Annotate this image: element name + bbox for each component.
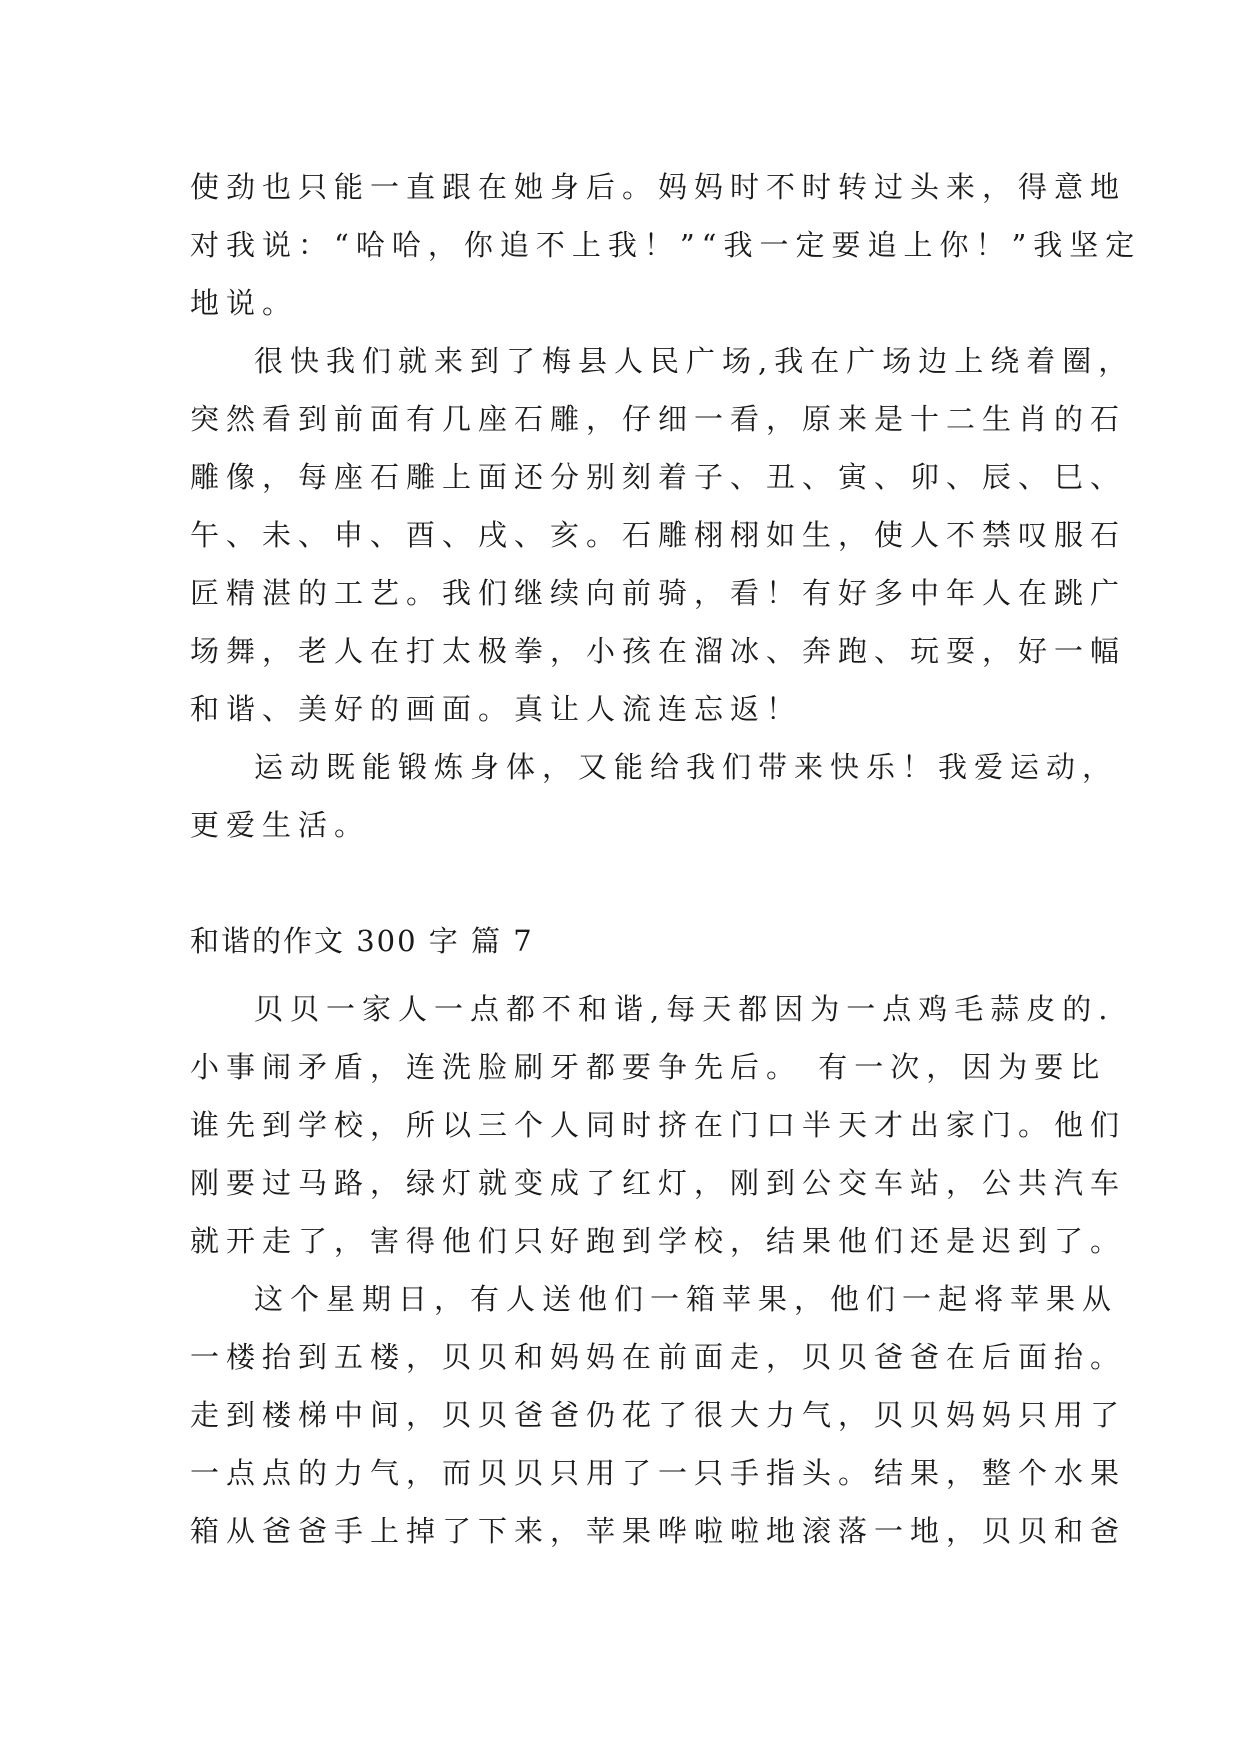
text-line: 刚要过马路，绿灯就变成了红灯，刚到公交车站，公共汽车 <box>190 1166 1127 1200</box>
text-line: 一点点的力气，而贝贝只用了一只手指头。结果，整个水果 <box>190 1456 1127 1490</box>
text-line: 这个星期日，有人送他们一箱苹果，他们一起将苹果从 <box>254 1282 1119 1316</box>
text-line: 和谐、美好的画面。真让人流连忘返！ <box>190 692 803 726</box>
text-line: 更爱生活。 <box>190 808 371 842</box>
text-line: 谁先到学校，所以三个人同时挤在门口半天才出家门。他们 <box>190 1108 1127 1142</box>
text-line: 箱从爸爸手上掉了下来，苹果哗啦啦地滚落一地，贝贝和爸 <box>190 1514 1127 1548</box>
text-line: 突然看到前面有几座石雕，仔细一看，原来是十二生肖的石 <box>190 402 1127 436</box>
text-line: 使劲也只能一直跟在她身后。妈妈时不时转过头来，得意地 <box>190 170 1127 204</box>
text-line: 走到楼梯中间，贝贝爸爸仍花了很大力气，贝贝妈妈只用了 <box>190 1398 1127 1432</box>
text-line: 一楼抬到五楼，贝贝和妈妈在前面走，贝贝爸爸在后面抬。 <box>190 1340 1127 1374</box>
text-line: 很快我们就来到了梅县人民广场,我在广场边上绕着圈， <box>254 344 1135 378</box>
text-line: 就开走了，害得他们只好跑到学校，结果他们还是迟到了。 <box>190 1224 1127 1258</box>
paragraph-block-2 <box>190 980 1127 1560</box>
text-line: 午、未、申、酉、戌、亥。石雕栩栩如生，使人不禁叹服石 <box>190 518 1127 552</box>
text-line: 场舞，老人在打太极拳，小孩在溜冰、奔跑、玩耍，好一幅 <box>190 634 1127 668</box>
text-line: 贝贝一家人一点都不和谐,每天都因为一点鸡毛蒜皮的. <box>254 992 1115 1026</box>
text-line: 地说。 <box>190 286 299 320</box>
section-heading: 和谐的作文 300 字 篇 7 <box>190 924 534 958</box>
text-line: 小事闹矛盾，连洗脸刷牙都要争先后。 有一次，因为要比 <box>190 1050 1107 1084</box>
paragraph-block-1 <box>190 158 1142 854</box>
text-line: 对我说：“哈哈，你追不上我！”“我一定要追上你！”我坚定 <box>190 228 1142 262</box>
text-line: 运动既能锻炼身体，又能给我们带来快乐！我爱运动， <box>254 750 1119 784</box>
text-line: 匠精湛的工艺。我们继续向前骑，看！有好多中年人在跳广 <box>190 576 1127 610</box>
text-line: 雕像，每座石雕上面还分别刻着子、丑、寅、卯、辰、巳、 <box>190 460 1127 494</box>
